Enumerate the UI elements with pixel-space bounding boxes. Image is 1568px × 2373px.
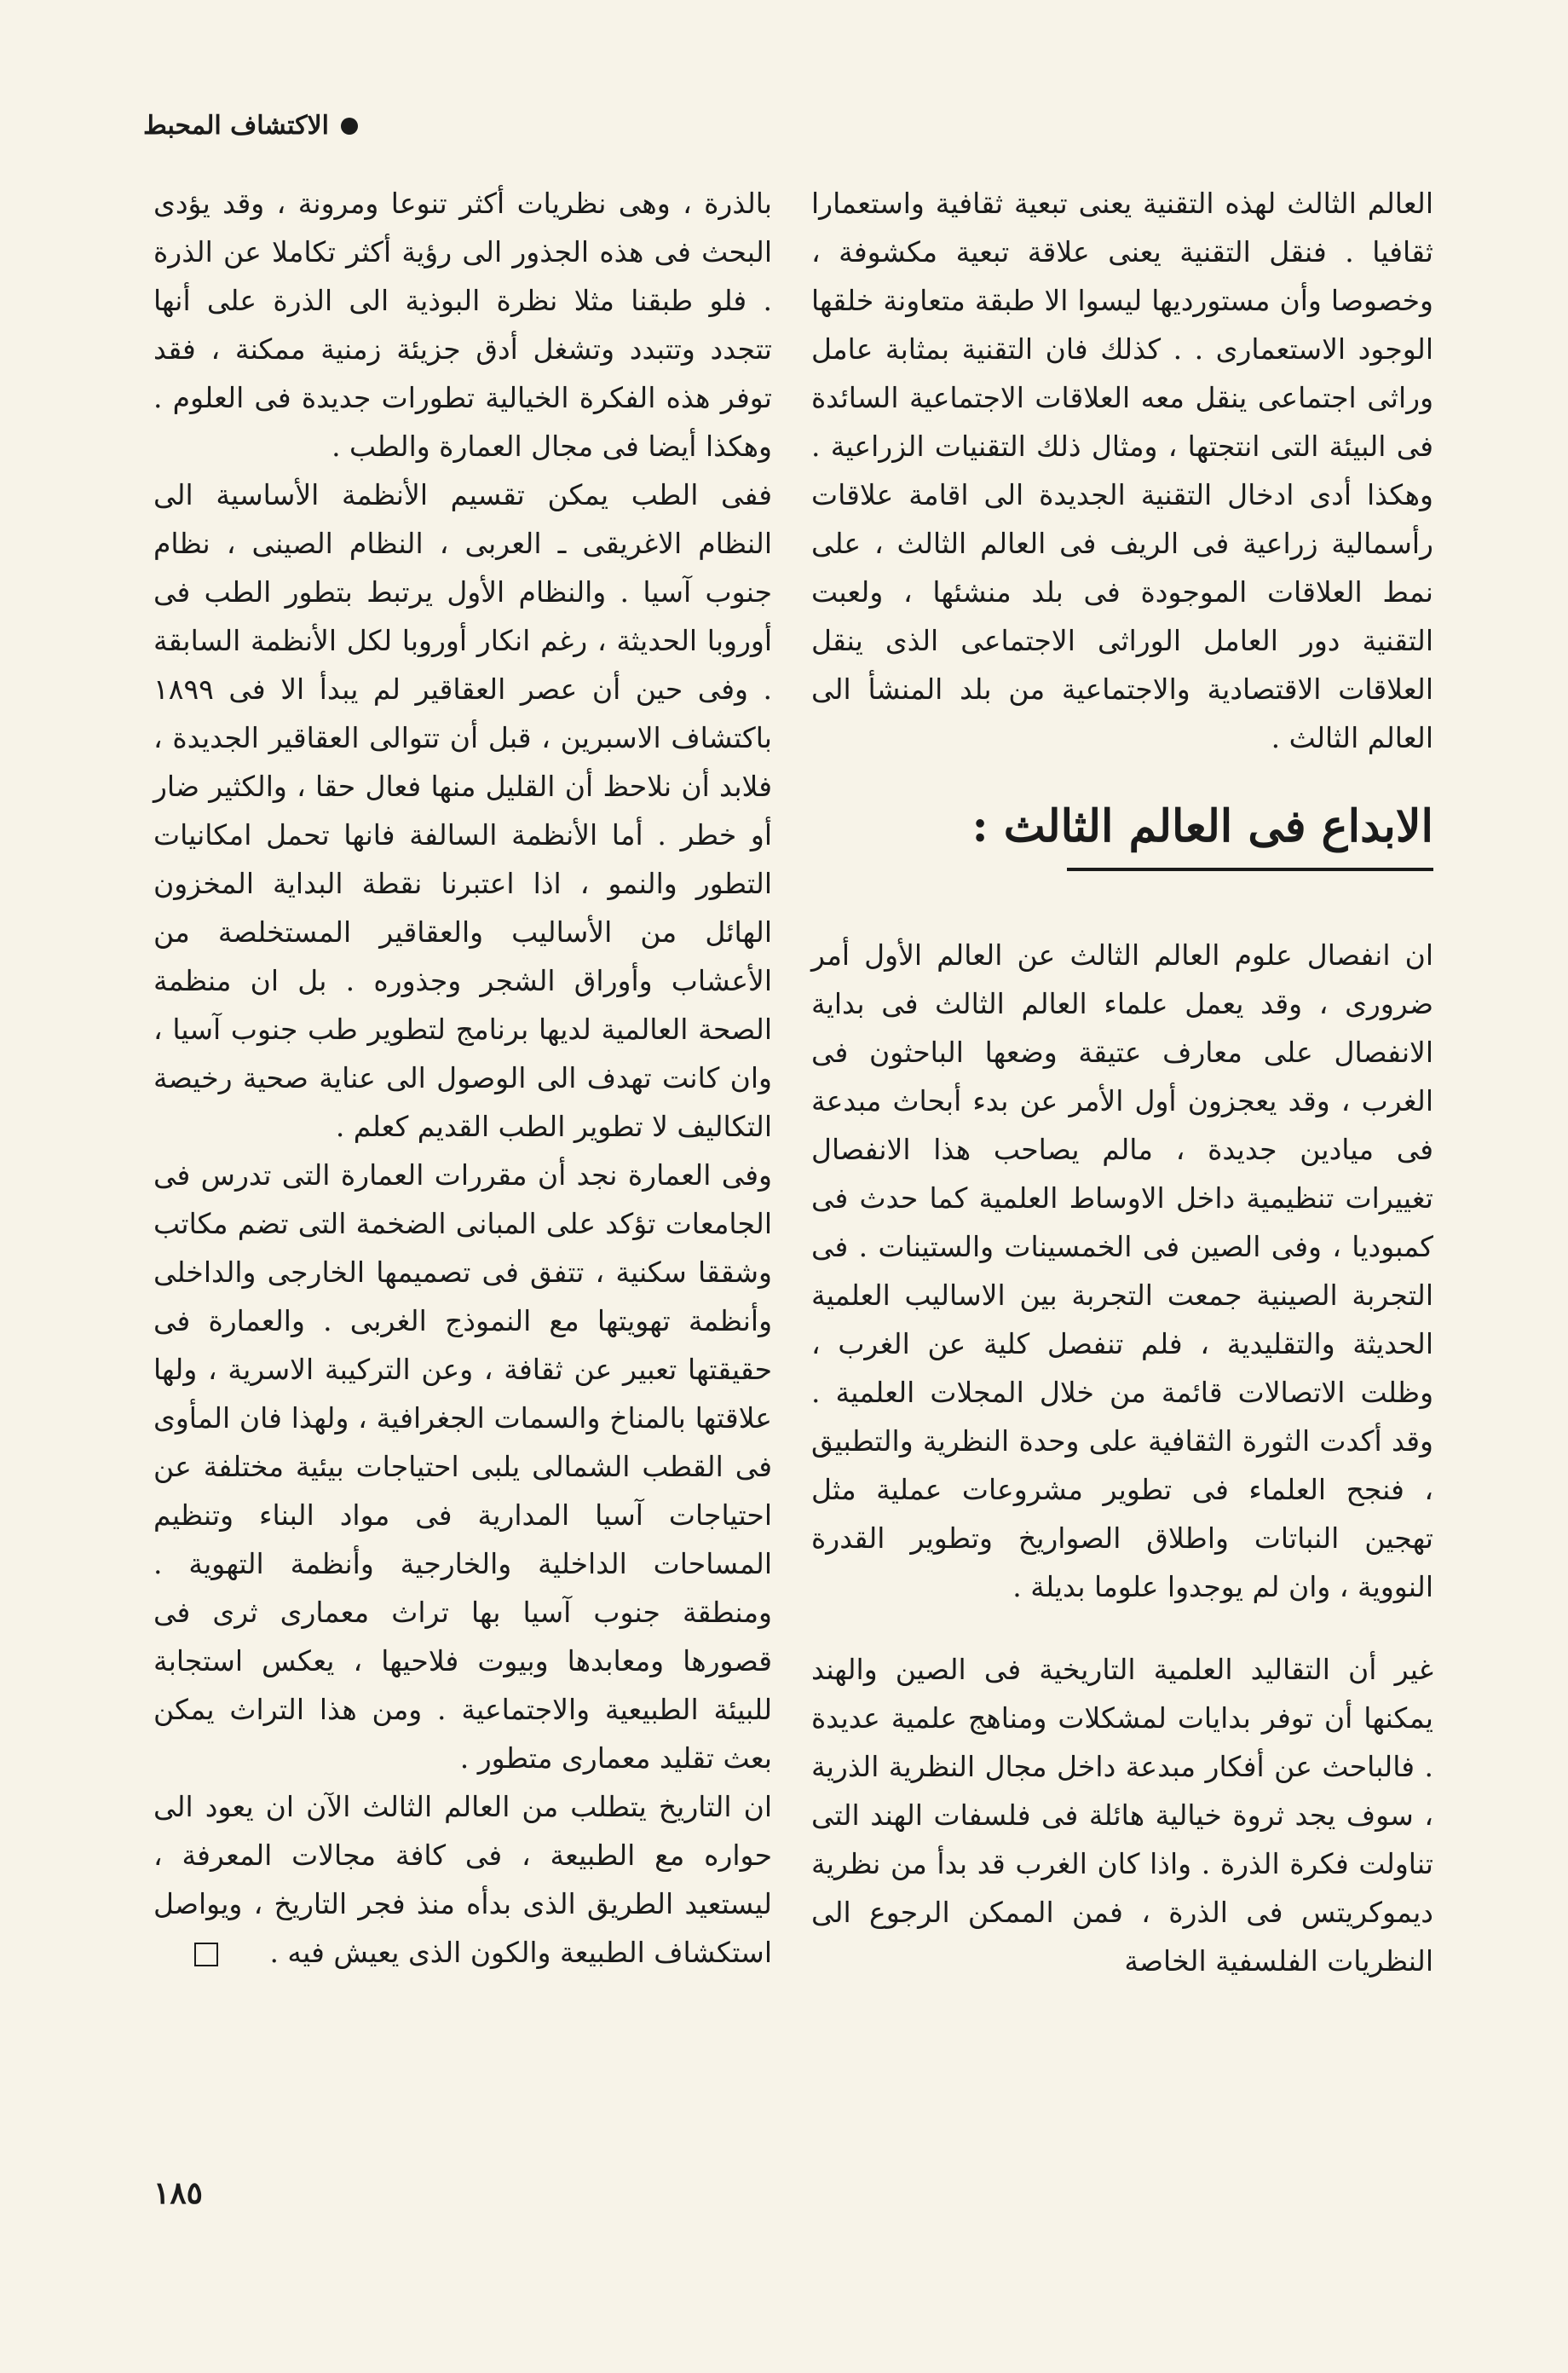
left-column — [153, 179, 772, 1977]
paragraph: ان انفصال علوم العالم الثالث عن العالم الأول أمر ضرورى ، وقد يعمل علماء العالم الثالث فى بداية الانفصال على معارف عتيقة وضعها الباحثون فى الغرب ، وقد يعجزون أول الأمر عن بدء أبحاث مبدعة فى ميادين جديدة ، مالم يصاحب هذا الانفصال تغييرات تنظيمية داخل الاوساط العلمية كما حدث فى كمبوديا ، وفى الصين فى الخمسينات والستينات . فى التجربة الصينية جمعت التجربة بين الاساليب العلمية الحديثة والتقليدية ، فلم تنفصل كلية عن الغرب ، وظلت الاتصالات قائمة من خلال المجلات العلمية . وقد أكدت الثورة الثقافية على وحدة النظرية والتطبيق ، فنجح العلماء فى تطوير مشروعات عملية مثل تهجين النباتات واطلاق الصواريخ وتطوير القدرة النووية ، وان لم يوجدوا علوما بديلة . — [811, 938, 1433, 1603]
paragraph: ففى الطب يمكن تقسيم الأنظمة الأساسية الى النظام الاغريقى ـ العربى ، النظام الصينى ، نظام جنوب آسيا . والنظام الأول يرتبط بتطور الطب فى أوروبا الحديثة ، رغم انكار أوروبا لكل الأنظمة السابقة . وفى حين أن عصر العقاقير لم يبدأ الا فى ١٨٩٩ باكتشاف الاسبرين ، قبل أن تتوالى العقاقير الجديدة ، فلابد أن نلاحظ أن القليل منها فعال حقا ، والكثير ضار أو خطر . أما الأنظمة السالفة فانها تحمل امكانيات التطور والنمو ، اذا اعتبرنا نقطة البداية المخزون الهائل من الأساليب والعقاقير المستخلصة من الأعشاب وأوراق الشجر وجذوره . بل ان منظمة الصحة العالمية لديها برنامج لتطوير طب جنوب آسيا ، وان كانت تهدف الى الوصول الى عناية صحية رخيصة التكاليف لا تطوير الطب القديم كعلم . — [153, 478, 772, 1143]
paragraph: العالم الثالث لهذه التقنية يعنى تبعية ثقافية واستعمارا ثقافيا . فنقل التقنية يعنى علاقة تبعية مكشوفة ، وخصوصا وأن مستورديها ليسوا الا طبقة متعاونة خلقها الوجود الاستعمارى . . كذلك فان التقنية بمثابة عامل وراثى اجتماعى ينقل معه العلاقات الاجتماعية السائدة فى البيئة التى انتجتها ، ومثال ذلك التقنيات الزراعية . وهكذا أدى ادخال التقنية الجديدة الى اقامة علاقات رأسمالية زراعية فى الريف فى العالم الثالث ، على نمط العلاقات الموجودة فى بلد منشئها ، ولعبت التقنية دور العامل الوراثى الاجتماعى الذى ينقل العلاقات الاقتصادية والاجتماعية من بلد المنشأ الى العالم الثالث . — [811, 187, 1433, 754]
section-title: الابداع فى العالم الثالث : — [971, 800, 1433, 852]
running-title: الاكتشاف المحبط — [143, 111, 329, 141]
last-paragraph — [153, 1782, 772, 1977]
paragraph-gap — [811, 1611, 1433, 1645]
right-column — [811, 179, 1433, 1985]
bullet-dot-icon — [341, 118, 358, 135]
end-of-article-square-icon — [194, 1943, 218, 1966]
title-underline — [1067, 868, 1433, 871]
paragraph: وفى العمارة نجد أن مقررات العمارة التى تدرس فى الجامعات تؤكد على المبانى الضخمة التى تضم مكاتب وشققا سكنية ، تتفق فى تصميمها الخارجى والداخلى وأنظمة تهويتها مع النموذج الغربى . والعمارة فى حقيقتها تعبير عن ثقافة ، وعن التركيبة الاسرية ، ولها علاقتها بالمناخ والسمات الجغرافية ، ولهذا فان المأوى فى القطب الشمالى يلبى احتياجات بيئية مختلفة عن احتياجات آسيا المدارية فى مواد البناء وتنظيم المساحات الداخلية والخارجية وأنظمة التهوية . ومنطقة جنوب آسيا بها تراث معمارى ثرى فى قصورها ومعابدها وبيوت فلاحيها ، يعكس استجابة للبيئة الطبيعية والاجتماعية . ومن هذا التراث يمكن بعث تقليد معمارى متطور . — [153, 1158, 772, 1775]
paragraph: بالذرة ، وهى نظريات أكثر تنوعا ومرونة ، وقد يؤدى البحث فى هذه الجذور الى رؤية أكثر تكاملا عن الذرة . فلو طبقنا مثلا نظرة البوذية الى الذرة على أنها تتجدد وتتبدد وتشغل أدق جزيئة زمنية ممكنة ، فقد توفر هذه الفكرة الخيالية تطورات جديدة فى العلوم . وهكذا أيضا فى مجال العمارة والطب . — [153, 187, 772, 463]
paragraph: غير أن التقاليد العلمية التاريخية فى الصين والهند يمكنها أن توفر بدايات لمشكلات ومناهج علمية عديدة . فالباحث عن أفكار مبدعة داخل مجال النظرية الذرية ، سوف يجد ثروة خيالية هائلة فى فلسفات الهند التى تناولت فكرة الذرة . واذا كان الغرب قد بدأ من نظرية ديموكريتس فى الذرة ، فمن الممكن الرجوع الى النظريات الفلسفية الخاصة — [811, 1653, 1433, 1978]
page-number: ١٨٥ — [153, 2175, 204, 2211]
running-header — [143, 111, 358, 141]
paragraph-text: ان التاريخ يتطلب من العالم الثالث الآن ان يعود الى حواره مع الطبيعة ، فى كافة مجالات المعرفة ، ليستعيد الطريق الذى بدأه منذ فجر التاريخ ، ويواصل استكشاف الطبيعة والكون الذى يعيش فيه . — [153, 1790, 772, 1969]
